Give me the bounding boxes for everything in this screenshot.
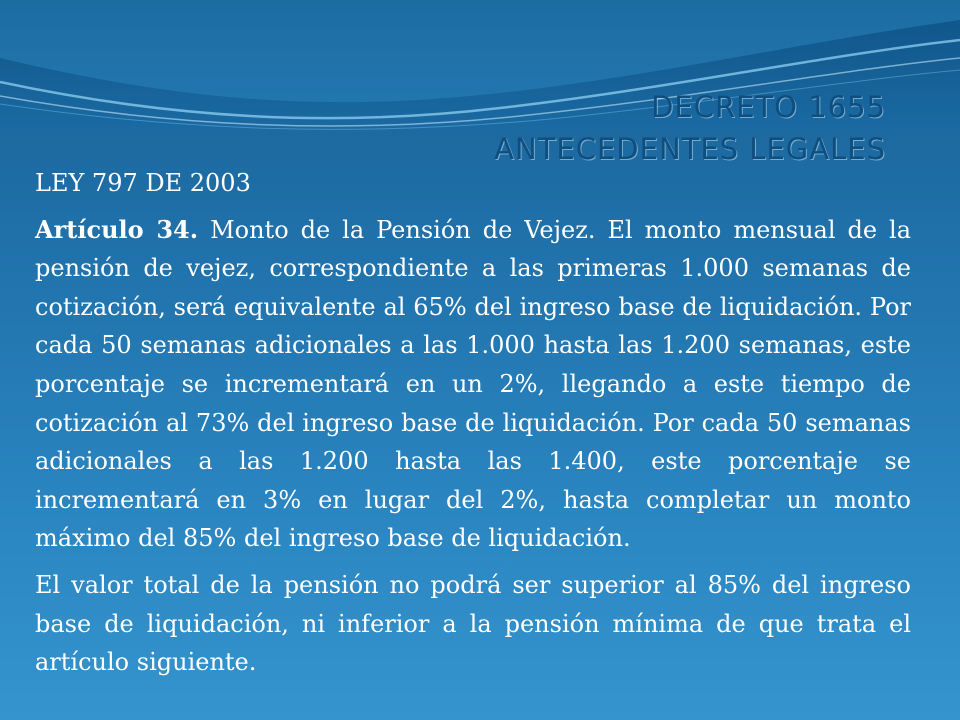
title-line-1: DECRETO 1655 [651,90,886,124]
slide-body [35,164,911,690]
article-label: Artículo 34. [35,214,199,244]
closing-paragraph: El valor total de la pensión no podrá ser superior al 85% del ingreso base de liquidación, ni inferior a la pensión mínima de que trata el artículo siguiente. [35,570,911,677]
law-heading: LEY 797 DE 2003 [35,169,251,197]
article-text: Monto de la Pensión de Vejez. El monto mensual de la pensión de vejez, correspondiente a las primeras 1.000 semanas de cotización, será equivalente al 65% del ingreso base de liquidación. Por cada 50 semanas adicionales a las 1.000 hasta las 1.200 semanas, este porcentaje se incrementará en un 2%, llegando a este tiempo de cotización al 73% del ingreso base de liquidación. Por cada 50 semanas adicionales a las 1.200 hasta las 1.400, este porcentaje se incrementará en 3% en lugar del 2%, hasta completar un monto máximo del 85% del ingreso base de liquidación. [35,215,912,553]
title-line-2: ANTECEDENTES LEGALES [494,132,886,166]
slide-title [494,86,886,170]
article-paragraph [35,211,911,558]
